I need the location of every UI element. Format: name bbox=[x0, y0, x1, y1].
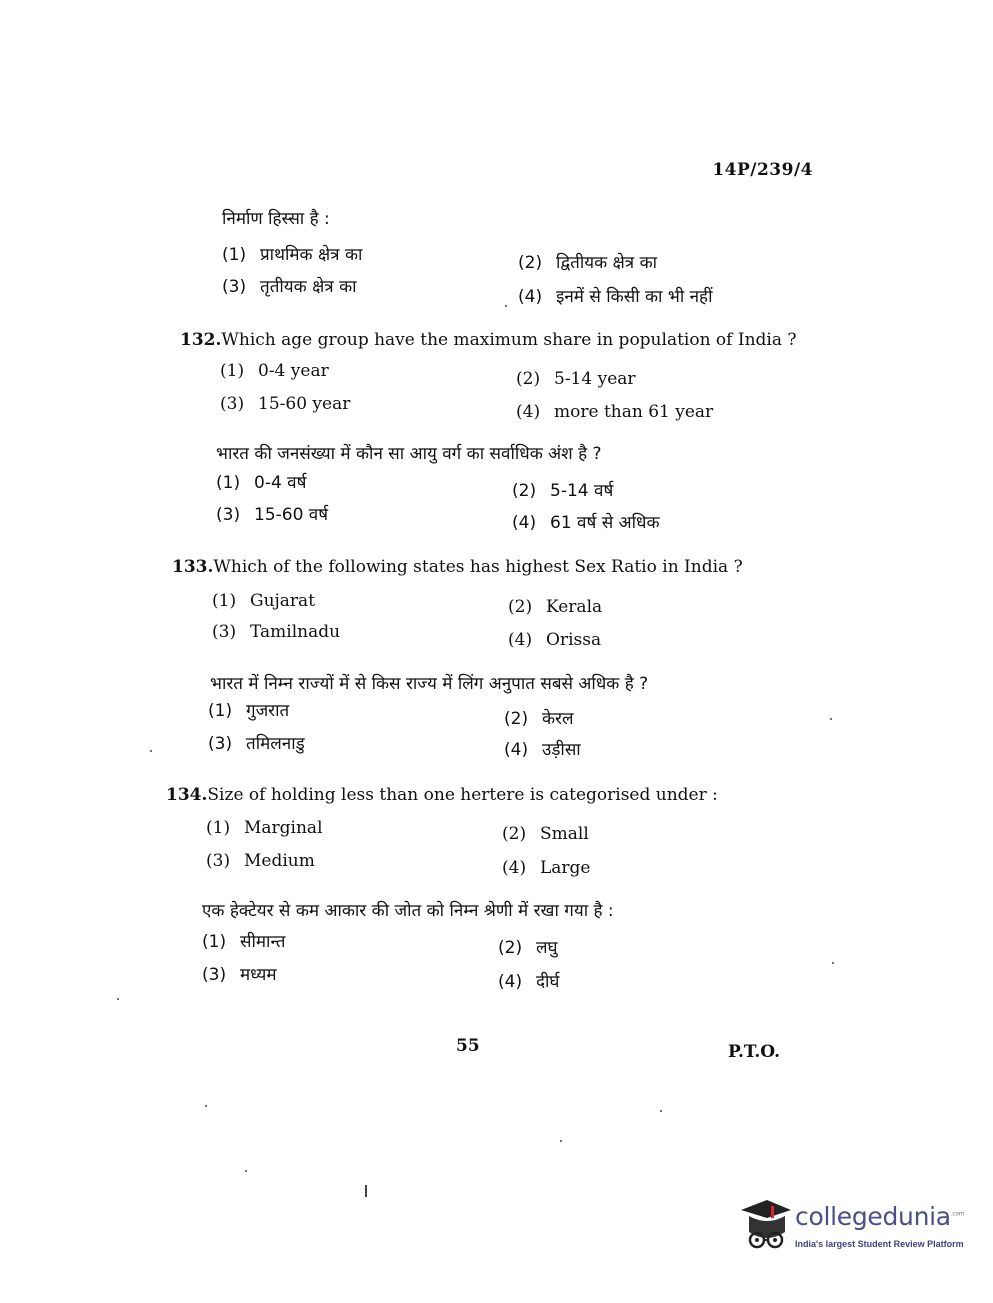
q134-hi-option-2: (2) लघु bbox=[498, 938, 558, 958]
q133-en-option-3: (3) Tamilnadu bbox=[212, 622, 341, 642]
q132-en-option-1: (1) 0-4 year bbox=[220, 361, 329, 381]
q134-en-option-3: (3) Medium bbox=[206, 851, 315, 871]
q131-option-1: (1) प्राथमिक क्षेत्र का bbox=[222, 245, 363, 265]
logo-wordmark: collegedunia$^{.com}$ bbox=[795, 1202, 965, 1231]
paper-code: 14P/239/4 bbox=[712, 160, 813, 180]
q133-en-option-2: (2) Kerala bbox=[508, 597, 603, 617]
q134-en-option-2: (2) Small bbox=[502, 824, 589, 844]
q134-hi-option-1: (1) सीमान्त bbox=[202, 932, 286, 952]
q133-en-option-1: (1) Gujarat bbox=[212, 591, 316, 611]
q131-option-4: (4) इनमें से किसी का भी नहीं bbox=[518, 287, 713, 307]
q131-option-2: (2) द्वितीयक क्षेत्र का bbox=[518, 253, 658, 273]
q134-en-option-4: (4) Large bbox=[502, 858, 591, 878]
page-number: 55 bbox=[456, 1036, 480, 1056]
logo-tagline: India's largest Student Review Platform bbox=[795, 1239, 964, 1249]
q132-hi-option-1: (1) 0-4 वर्ष bbox=[216, 473, 307, 493]
q133-hindi-text: भारत में निम्न राज्यों में से किस राज्य में लिंग अनुपात सबसे अधिक है ? bbox=[210, 674, 649, 694]
q132-en-option-2: (2) 5-14 year bbox=[516, 369, 636, 389]
q131-hindi-tail: निर्माण हिस्सा है : bbox=[222, 209, 330, 229]
q132-hi-option-3: (3) 15-60 वर्ष bbox=[216, 505, 329, 525]
q134-hindi-text: एक हेक्टेयर से कम आकार की जोत को निम्न श्रेणी में रखा गया है : bbox=[202, 901, 614, 921]
collegedunia-logo bbox=[737, 1196, 965, 1258]
question-132: 132.Which age group have the maximum share in population of India ? bbox=[180, 330, 797, 350]
q132-hi-option-2: (2) 5-14 वर्ष bbox=[512, 481, 614, 501]
student-mascot-icon bbox=[737, 1196, 793, 1258]
q134-hi-option-3: (3) मध्यम bbox=[202, 965, 277, 985]
q132-hi-option-4: (4) 61 वर्ष से अधिक bbox=[512, 513, 660, 533]
pto-marker: P.T.O. bbox=[728, 1042, 780, 1062]
question-134: 134.Size of holding less than one hertere is categorised under : bbox=[166, 785, 718, 805]
q133-hi-option-3: (3) तमिलनाडु bbox=[208, 734, 305, 754]
q133-en-option-4: (4) Orissa bbox=[508, 630, 602, 650]
q132-en-option-4: (4) more than 61 year bbox=[516, 402, 714, 422]
q132-en-option-3: (3) 15-60 year bbox=[220, 394, 351, 414]
q132-hindi-text: भारत की जनसंख्या में कौन सा आयु वर्ग का सर्वाधिक अंश है ? bbox=[216, 444, 602, 464]
q133-hi-option-2: (2) केरल bbox=[504, 709, 574, 729]
q133-hi-option-4: (4) उड़ीसा bbox=[504, 740, 581, 760]
question-133: 133.Which of the following states has highest Sex Ratio in India ? bbox=[172, 557, 743, 577]
q131-option-3: (3) तृतीयक क्षेत्र का bbox=[222, 277, 357, 297]
q134-en-option-1: (1) Marginal bbox=[206, 818, 323, 838]
q133-hi-option-1: (1) गुजरात bbox=[208, 701, 290, 721]
q134-hi-option-4: (4) दीर्घ bbox=[498, 972, 560, 992]
